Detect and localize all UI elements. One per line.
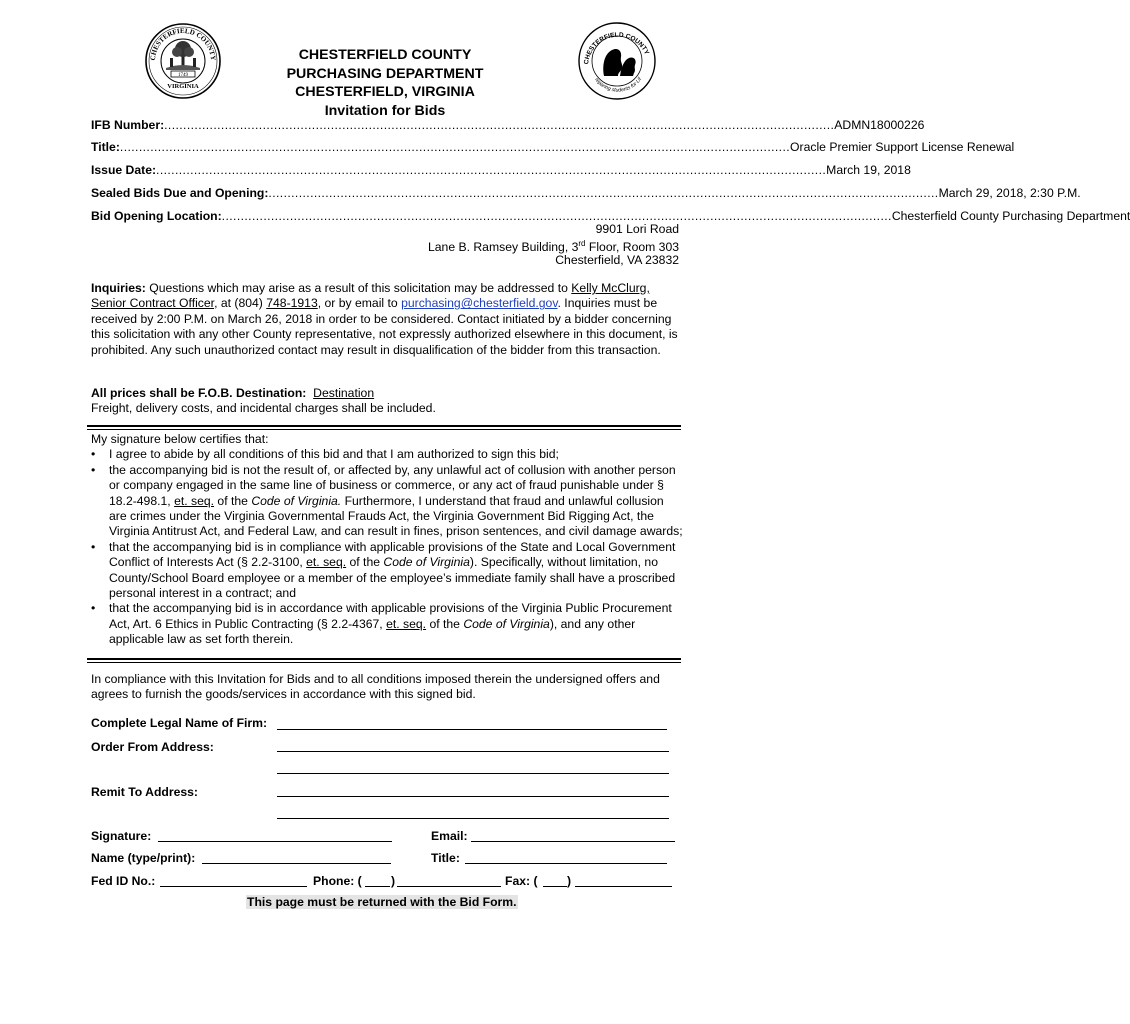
- issue-date-value: March 19, 2018: [826, 163, 911, 177]
- seal-year: 1749: [178, 73, 188, 78]
- header-location: CHESTERFIELD, VIRGINIA: [295, 84, 475, 100]
- title-value: Oracle Premier Support License Renewal: [790, 140, 1015, 154]
- fax-label: Fax: (: [505, 874, 538, 888]
- return-instructions: This page must be returned with the Bid Form.: [247, 895, 517, 909]
- address-street: 9901 Lori Road: [595, 222, 679, 236]
- ifb-number-row: IFB Number: ................................................................................................................................................................................. ADMN18000226: [91, 118, 925, 132]
- email-field[interactable]: [471, 841, 675, 842]
- seal-top-text: CHESTERFIELD COUNTY: [148, 26, 218, 61]
- signature-field[interactable]: [158, 841, 392, 842]
- bids-due-row: Sealed Bids Due and Opening: ................................................................................................................................................................................. March 29, 2018, 2:30 P.M.: [91, 186, 1081, 200]
- fob-value: Destination: [313, 386, 375, 400]
- title-row: Title: ................................................................................................................................................................................. Oracle Premier Support License Renewal: [91, 140, 1015, 154]
- section-divider-top: [87, 425, 681, 430]
- contact-phone[interactable]: 748-1913: [266, 296, 318, 311]
- address-city: Chesterfield, VA 23832: [555, 253, 679, 268]
- title-label-form: Title:: [431, 851, 460, 865]
- header-doc-type: Invitation for Bids: [324, 102, 446, 119]
- certification-section: [91, 432, 683, 648]
- fed-id-field[interactable]: [160, 886, 307, 887]
- title-label: Title:: [91, 140, 120, 154]
- fob-note: Freight, delivery costs, and incidental charges shall be included.: [91, 401, 436, 416]
- bids-due-label: Sealed Bids Due and Opening:: [91, 186, 269, 200]
- address-building: Lane B. Ramsey Building, 3rd Floor, Room 303: [427, 238, 679, 254]
- remit-address-field-1[interactable]: [277, 796, 669, 797]
- title-field[interactable]: [465, 863, 667, 864]
- phone-area-code-field[interactable]: [365, 886, 390, 887]
- right-seal-motto: reparing students for Lif: [593, 76, 644, 94]
- fax-paren-close: ): [567, 874, 572, 888]
- header-department: PURCHASING DEPARTMENT: [286, 65, 484, 82]
- purchasing-email-link[interactable]: purchasing@chesterfield.gov: [401, 296, 558, 311]
- name-print-label: Name (type/print):: [91, 851, 196, 865]
- certification-intro: My signature below certifies that:: [91, 432, 269, 446]
- email-label: Email:: [431, 829, 468, 843]
- fob-label: All prices shall be F.O.B. Destination:: [91, 386, 307, 400]
- contact-officer: Kelly McClurg, Senior Contract Officer: [91, 281, 650, 311]
- opening-location-label: Bid Opening Location:: [91, 209, 222, 223]
- issue-date-row: Issue Date: ................................................................................................................................................................................. March 19, 2018: [91, 163, 911, 177]
- name-print-field[interactable]: [202, 863, 391, 864]
- fed-id-label: Fed ID No.:: [91, 874, 156, 888]
- signature-label: Signature:: [91, 829, 152, 843]
- ifb-number-label: IFB Number:: [91, 118, 165, 132]
- inquiries-paragraph: Inquiries: Questions which may arise as a result of this solicitation may be addressed to Kelly McClurg, Senior Contract Officer, at (804) 748-1913, or by email to purchasing@chesterfield.gov. Inquiries must be received by 2:00 P.M. on March 26, 2018 in order to be considered. Contact initiated by a bidder concerning this solicitation with any other County representative, not expressly authorized elsewhere in this document, is prohibited. Any such unauthorized contact may result in disqualification of the bidder from this transaction.: [91, 281, 678, 357]
- issue-date-label: Issue Date:: [91, 163, 157, 177]
- inquiries-label: Inquiries:: [91, 281, 146, 295]
- opening-location-value: Chesterfield County Purchasing Department: [891, 209, 1130, 223]
- fax-number-field[interactable]: [575, 886, 672, 887]
- remit-address-field-2[interactable]: [277, 818, 669, 819]
- order-address-label: Order From Address:: [91, 740, 214, 754]
- remit-address-label: Remit To Address:: [91, 785, 198, 799]
- phone-paren-close: ): [391, 874, 396, 888]
- ifb-number-value: ADMN18000226: [834, 118, 925, 132]
- opening-location-row: Bid Opening Location: ................................................................................................................................................................................. Chesterfield County Purchasing Department: [91, 209, 1130, 223]
- certification-item: • the accompanying bid is not the result of, or affected by, any unlawful act of collusion with another person or company engaged in the same line of business or commerce, or any act of fraud punishable under § 18.2-498.1, et. seq. of the Code of Virginia. Furthermore, I understand that fraud and unlawful collusion are crimes under the Virginia Governmental Frauds Act, the Virginia Government Bid Rigging Act, the Virginia Antitrust Act, and Federal Law, and can result in fines, prison sentences, and civil damage awards;: [91, 463, 683, 540]
- fob-section: [91, 386, 683, 417]
- certification-item: • that the accompanying bid is in accordance with applicable provisions of the Virginia Public Procurement Act, Art. 6 Ethics in Public Contracting (§ 2.2-4367, et. seq. of the Code of Virginia), and any other applicable law as set forth therein.: [91, 601, 683, 647]
- phone-label: Phone: (: [313, 874, 362, 888]
- seal-bottom-text: VIRGINIA: [167, 83, 199, 90]
- firm-name-field[interactable]: [277, 729, 667, 730]
- certification-item: • that the accompanying bid is in compliance with applicable provisions of the State and Local Government Conflict of Interests Act (§ 2.2-3100, et. seq. of the Code of Virginia). Specifically, without limitation, no County/School Board employee or a member of the employee’s immediate family shall have a proscribed personal interest in a contract; and: [91, 540, 683, 602]
- bids-due-value: March 29, 2018, 2:30 P.M.: [938, 186, 1081, 200]
- header-county: CHESTERFIELD COUNTY: [298, 47, 472, 63]
- fax-area-code-field[interactable]: [543, 886, 567, 887]
- order-address-field-2[interactable]: [277, 773, 669, 774]
- document-header: [230, 46, 540, 120]
- opening-address: [428, 223, 679, 268]
- compliance-statement: In compliance with this Invitation for Bids and to all conditions imposed therein the undersigned offers and agrees to furnish the goods/services in accordance with this signed bid.: [91, 672, 660, 702]
- schools-seal: [576, 20, 658, 102]
- firm-name-label: Complete Legal Name of Firm:: [91, 716, 268, 730]
- right-seal-top-text: CHESTERFIELD COUNTY: [583, 31, 651, 65]
- section-divider-bottom: [87, 658, 681, 663]
- chesterfield-county-seal: [144, 22, 222, 100]
- certification-item: • I agree to abide by all conditions of this bid and that I am authorized to sign this bid;: [91, 447, 683, 462]
- order-address-field-1[interactable]: [277, 751, 669, 752]
- phone-number-field[interactable]: [397, 886, 501, 887]
